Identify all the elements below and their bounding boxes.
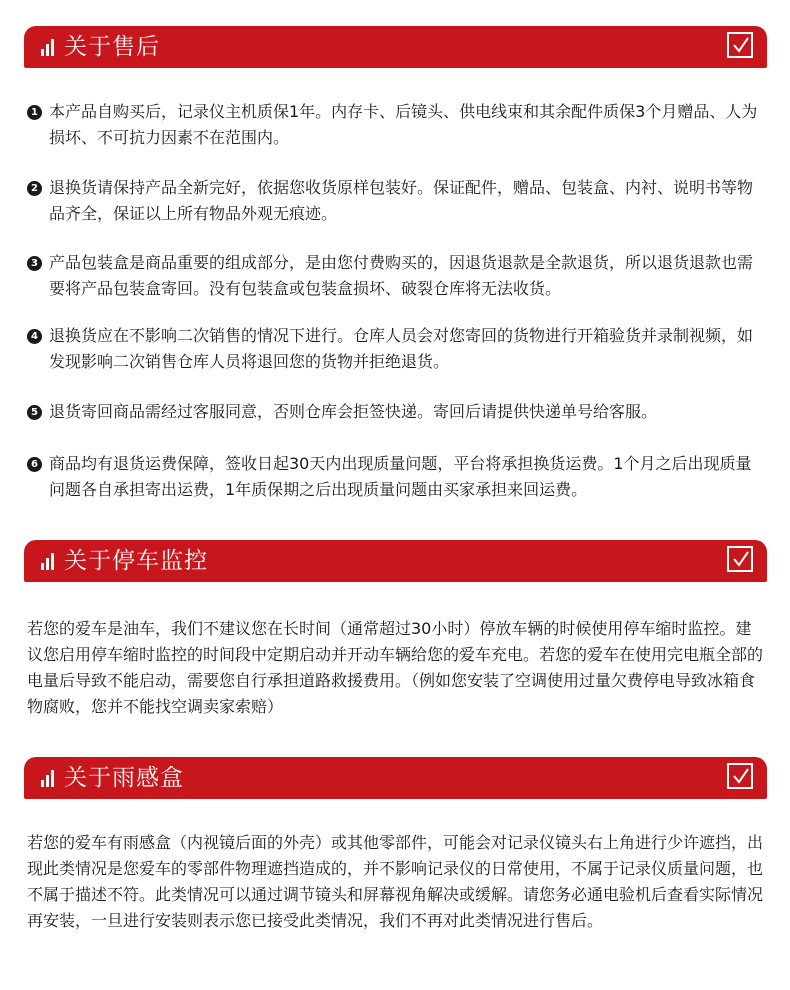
- list-item: [27, 451, 765, 503]
- number-badge: 5: [27, 405, 42, 420]
- number-badge: 4: [27, 329, 42, 344]
- section-paragraph: 若您的爱车有雨感盒（内视镜后面的外壳）或其他零部件，可能会对记录仪镜头右上角进行少许遮挡，出现此类情况是您爱车的零部件物理遮挡造成的，并不影响记录仪的日常使用，不属于记录仪质量问题，也不属于描述不符。此类情况可以通过调节镜头和屏幕视角解决或缓解。请您务必通电验机后查看实际情况再安装，一旦进行安装则表示您已接受此类情况，我们不再对此类情况进行售后。: [27, 833, 764, 930]
- checkbox-check-icon: [727, 546, 753, 572]
- item-text: 本产品自购买后，记录仪主机质保1年。内存卡、后镜头、供电线束和其余配件质保3个月赠品、人为损坏、不可抗力因素不在范围内。: [49, 102, 758, 147]
- list-item: [27, 323, 765, 375]
- section-paragraph: 若您的爱车是油车，我们不建议您在长时间（通常超过30小时）停放车辆的时候使用停车缩时监控。建议您启用停车缩时监控的时间段中定期启动并开动车辆给您的爱车充电。若您的爱车在使用完电瓶全部的电量后导致不能启动，需要您自行承担道路救援费用。（例如您安装了空调使用过量欠费停电导致冰箱食物腐败，您并不能找空调卖家索赔）: [27, 619, 764, 716]
- checkbox-check-icon: [727, 763, 753, 789]
- number-badge: 6: [27, 457, 42, 472]
- section-header-after-sales: [24, 26, 767, 68]
- signal-bars-icon: [41, 39, 55, 56]
- section-header-rain-sensor: [24, 757, 767, 799]
- number-badge: 1: [27, 105, 42, 120]
- item-text: 产品包装盒是商品重要的组成部分，是由您付费购买的，因退货退款是全款退货，所以退货退款也需要将产品包装盒寄回。没有包装盒或包装盒损坏、破裂仓库将无法收货。: [49, 253, 754, 298]
- item-text: 退换货应在不影响二次销售的情况下进行。仓库人员会对您寄回的货物进行开箱验货并录制视频，如发现影响二次销售仓库人员将退回您的货物并拒绝退货。: [49, 326, 754, 371]
- list-item: [27, 99, 765, 151]
- checkbox-check-icon: [727, 32, 753, 58]
- signal-bars-icon: [41, 553, 55, 570]
- list-item: [27, 175, 765, 227]
- item-text: 退换货请保持产品全新完好，依据您收货原样包装好。保证配件，赠品、包装盒、内衬、说明书等物品齐全，保证以上所有物品外观无痕迹。: [49, 178, 754, 223]
- section-title: 关于售后: [64, 34, 160, 60]
- section-header-parking-monitor: [24, 540, 767, 582]
- item-text: 退货寄回商品需经过客服同意，否则仓库会拒签快递。寄回后请提供快递单号给客服。: [49, 402, 658, 421]
- list-item: [27, 399, 765, 425]
- number-badge: 3: [27, 256, 42, 271]
- list-item: [27, 250, 765, 302]
- item-text: 商品均有退货运费保障，签收日起30天内出现质量问题，平台将承担换货运费。1个月之后出现质量问题各自承担寄出运费，1年质保期之后出现质量问题由买家承担来回运费。: [49, 454, 752, 499]
- number-badge: 2: [27, 181, 42, 196]
- section-title: 关于停车监控: [64, 548, 208, 574]
- signal-bars-icon: [41, 770, 55, 787]
- section-title: 关于雨感盒: [64, 765, 184, 791]
